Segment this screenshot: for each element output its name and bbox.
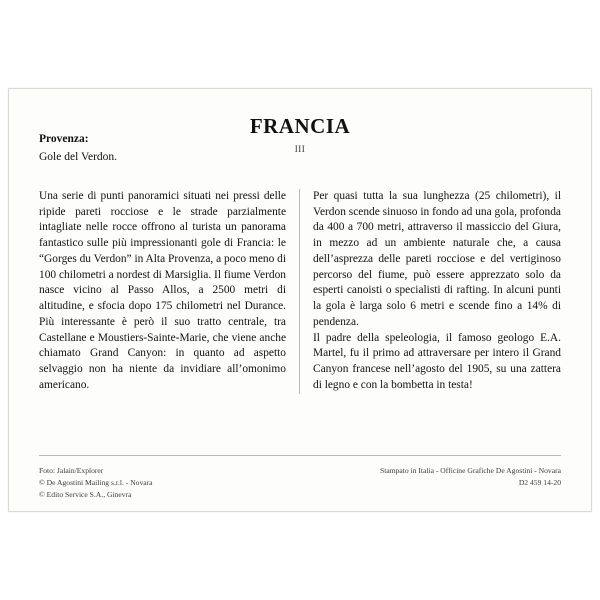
credit-line: © Edito Service S.A., Ginevra: [39, 489, 132, 499]
paragraph: Per quasi tutta la sua lunghezza (25 chilometri), il Verdon scende sinuoso in fondo ad una gola, profonda da 400 a 700 metri, attraverso il massiccio del Giura, in mezzo ad un ambiente naturale che, a causa dell’asprezza delle pareti rocciose e del vertiginoso percorso del fiume, può essere apprezzato solo da esperti canoisti o specialisti di rafting. In alcuni punti la gola è larga solo 6 metri e scende fino a 14% di pendenza.: [313, 190, 561, 328]
provenance-label: Provenza:: [39, 133, 89, 145]
page-subtitle: III: [294, 144, 306, 155]
credit-line: Stampato in Italia - Officine Grafiche De Agostini - Novara: [380, 466, 561, 475]
provenance-block: [39, 131, 239, 167]
body-columns: [39, 189, 561, 394]
paragraph: Il padre della speleologia, il famoso geologo E.A. Martel, fu il primo ad attraversare per intero il Grand Canyon francese nell’agosto del 1905, su una zattera di legno e con la bombetta in testa!: [313, 331, 561, 391]
left-column: [39, 189, 300, 394]
footer-credits: [39, 465, 561, 500]
credit-line: © De Agostini Mailing s.r.l. - Novara: [39, 477, 153, 487]
footer-left: [39, 465, 153, 500]
footer-right: [380, 465, 561, 500]
provenance-value: Gole del Verdon.: [39, 150, 118, 163]
credit-line: Foto: Jalain/Explorer: [39, 466, 104, 475]
page-title: FRANCIA: [249, 114, 351, 138]
paragraph: Una serie di punti panoramici situati nei pressi delle ripide pareti rocciose e le strade parzialmente intagliate nelle rocce offrono al turista un panorama fantastico sulle più impressionanti gole di Francia: le “Gorges du Verdon” in Alta Provenza, a poco meno di 100 chilometri a nordest di Marsiglia. Il fiume Verdon nasce vicino al Passo Allos, a 2500 metri di altitudine, e sfocia dopo 175 chilometri nel Durance. Più interessante è però il suo tratto centrale, tra Castellane e Moustiers-Sainte-Marie, che viene anche chiamato Grand Canyon: in quanto ad aspetto selvaggio non ha niente da invidiare all’omonimo americano.: [39, 190, 286, 391]
credit-line: D2 459 14-20: [518, 477, 561, 487]
right-column: [300, 189, 561, 394]
divider: [39, 455, 561, 456]
postcard-back: [8, 88, 592, 512]
card-inner: [39, 114, 561, 499]
